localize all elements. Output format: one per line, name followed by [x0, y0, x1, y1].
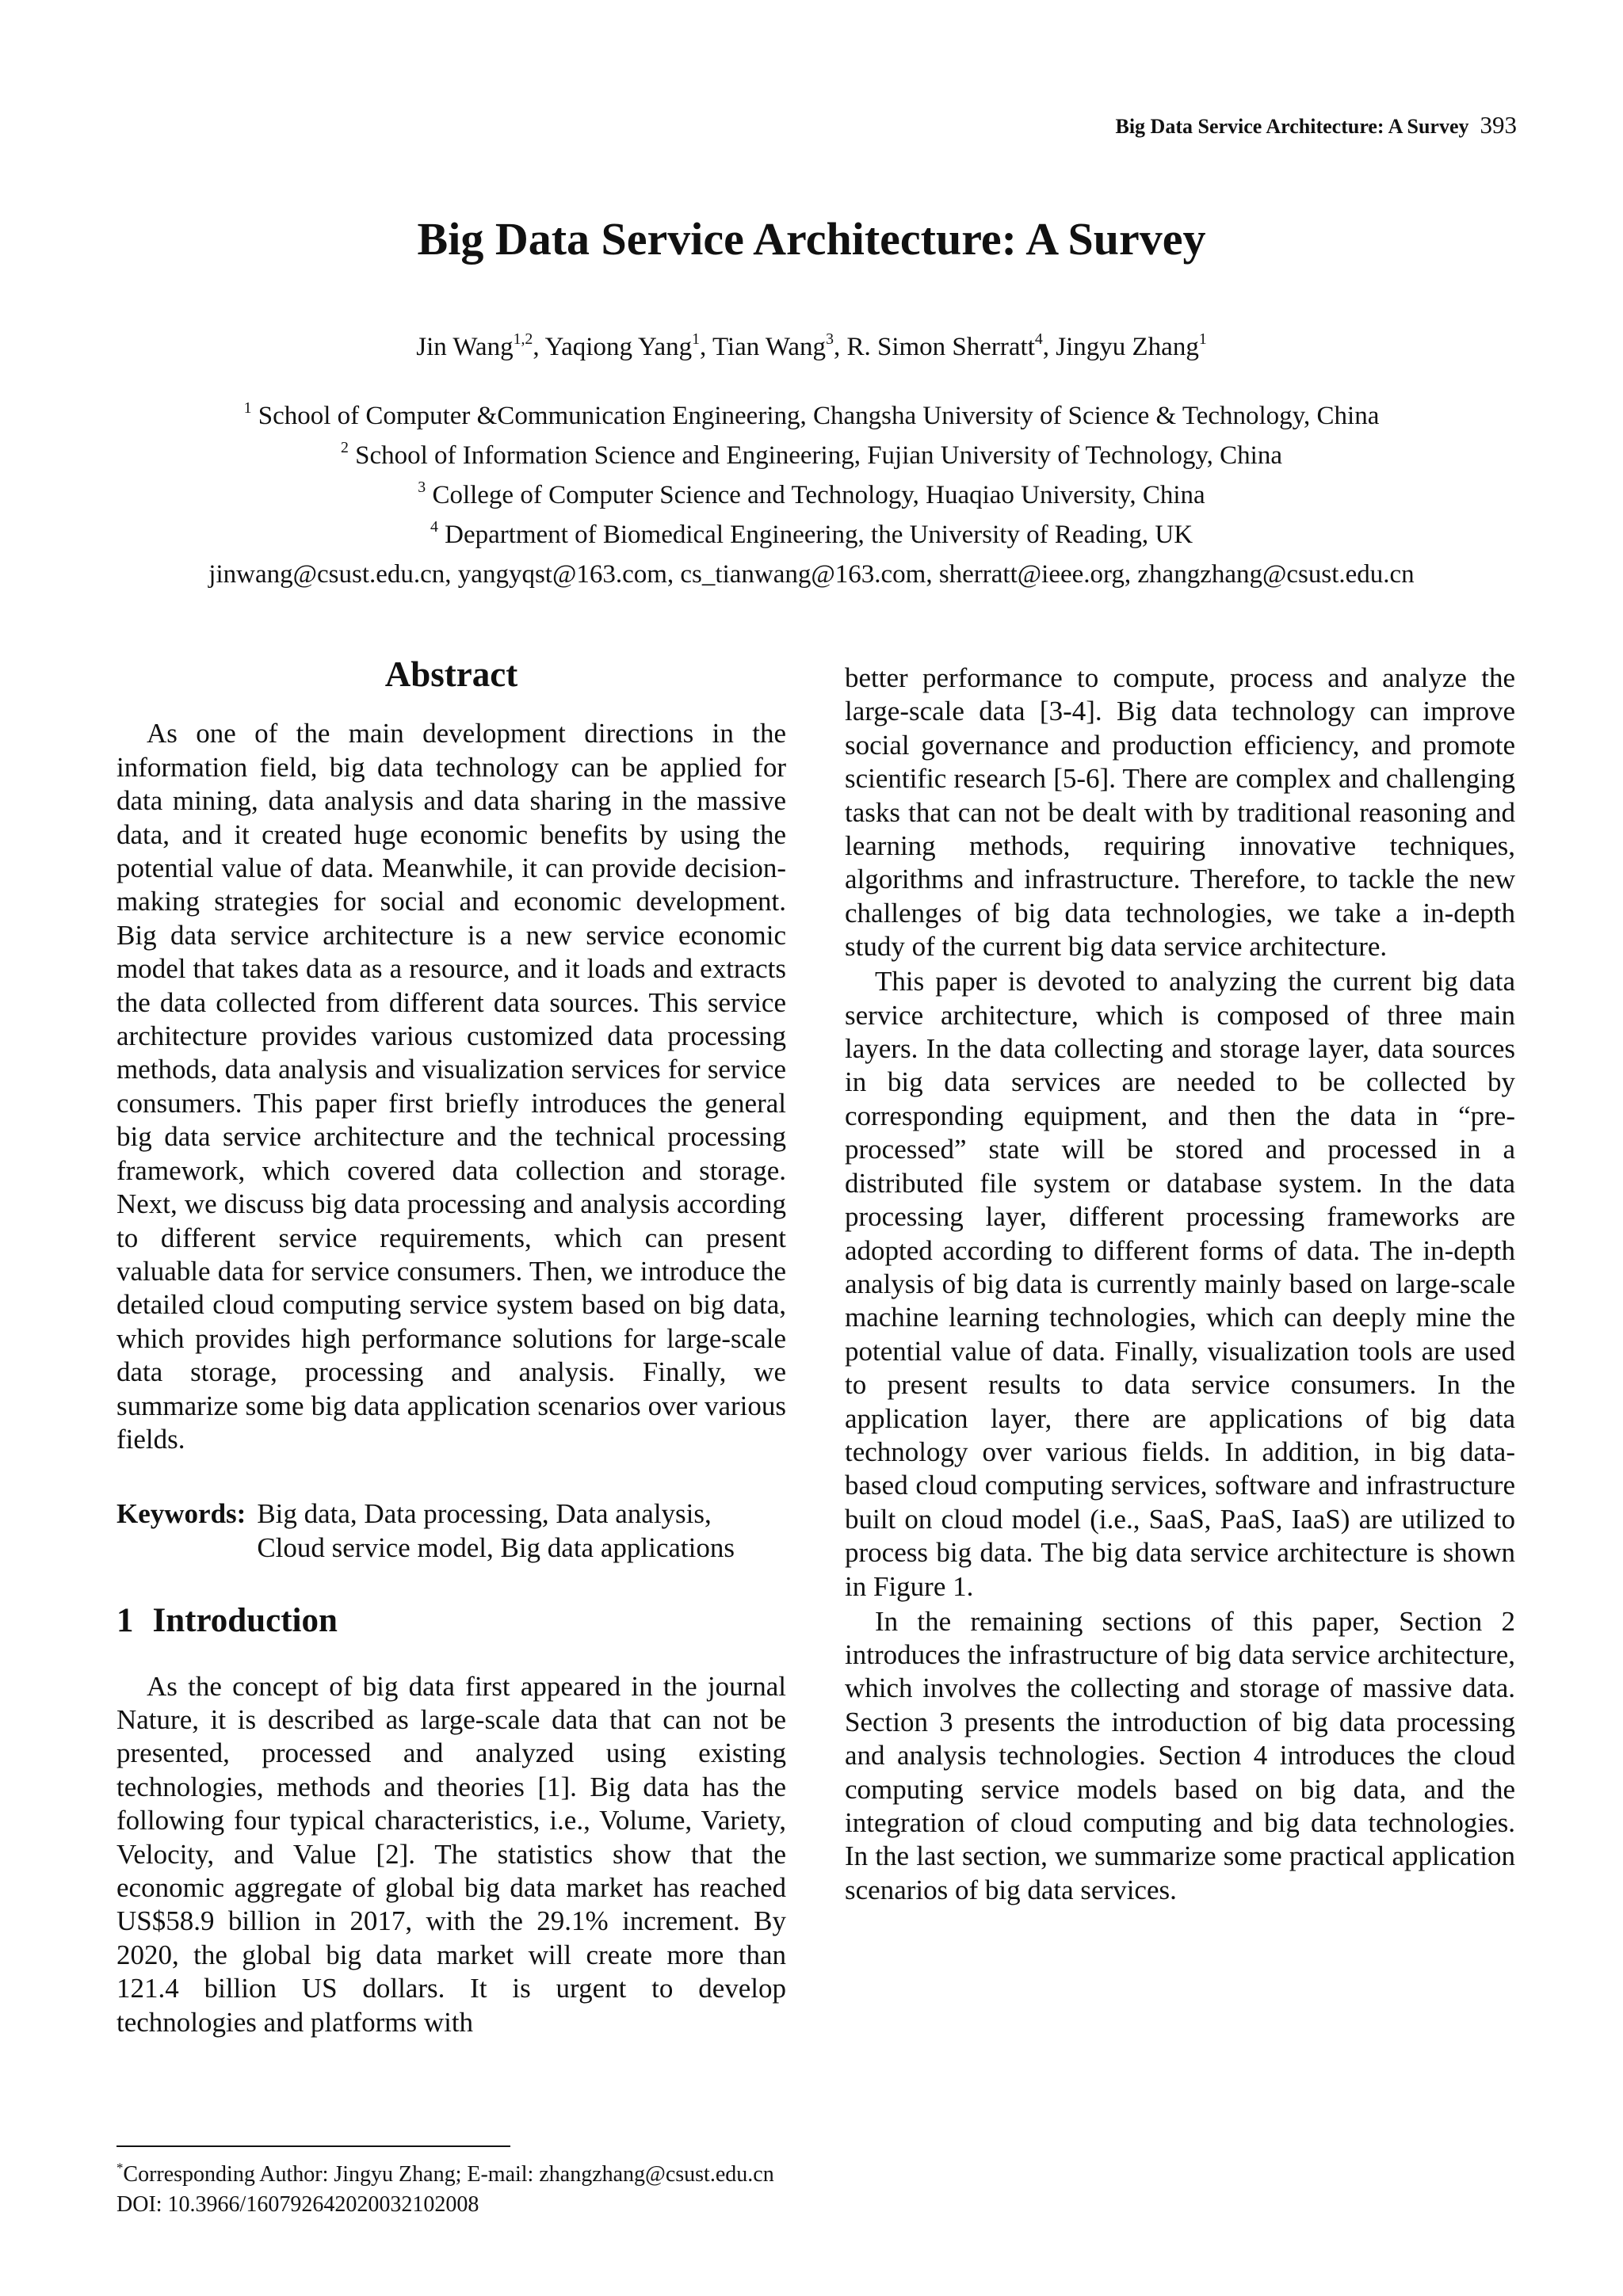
corresponding-author-note: *Corresponding Author: Jingyu Zhang; E-mail: zhangzhang@csust.edu.cn: [116, 2160, 774, 2187]
author: Jingyu Zhang$^1$: [1056, 330, 1207, 361]
running-header: [1115, 111, 1517, 139]
footnote-divider: [116, 2145, 510, 2147]
author: Yaqiong Yang$^1$,: [544, 330, 712, 361]
doi: DOI: 10.3966/160792642020032102008: [116, 2192, 479, 2217]
intro-paragraph-2: This paper is devoted to analyzing the current big data service architecture, which is composed of three main layers. In the data collecting and storage layer, data sources in big data services are needed to be collected by corresponding equipment, and then the data in “pre-processed” state will be stored and processed in a distributed file system or database system. In the data processing layer, different processing frameworks are adopted according to different forms of data. The in-depth analysis of big data is currently mainly based on large-scale machine learning technologies, which can deeply mine the potential value of data. Finally, visualization tools are used to present results to data service consumers. In the application layer, there are applications of big data technology over various fields. In addition, in big data-based cloud computing services, software and infrastructure built on cloud model (i.e., SaaS, PaaS, IaaS) are utilized to process big data. The big data service architecture is shown in Figure 1.: [845, 966, 1515, 1602]
author-list: [0, 330, 1623, 362]
section-heading-introduction: 1 Introduction: [116, 1602, 338, 1640]
keywords: [116, 1497, 786, 1565]
affiliation: $^1$ School of Computer &Communication Engineering, Changsha University of Science & Technology, China: [243, 399, 1380, 430]
affiliation: $^4$ Department of Biomedical Engineering, the University of Reading, UK: [430, 518, 1193, 549]
intro-paragraph-1: As the concept of big data first appeared in the journal Nature, it is described as large-scale data that can not be presented, processed and analyzed using existing technologies, methods and theories [1]. Big data has the following four typical characteristics, i.e., Volume, Variety, Velocity, and Value [2]. The statistics show that the economic aggregate of global big data market has reached US$58.9 billion in 2017, with the 29.1% increment. By 2020, the global big data market will create more than 121.4 billion US dollars. It is urgent to develop technologies and platforms with: [116, 1670, 786, 2038]
intro-paragraph-1-continued: better performance to compute, process and analyze the large-scale data [3-4]. Big data technology can improve social governance and production efficiency, and promote scientific research [5-6]. There are complex and challenging tasks that can not be dealt with by traditional reasoning and learning methods, requiring innovative techniques, algorithms and infrastructure. Therefore, to tackle the new challenges of big data technologies, we take a in-depth study of the current big data service architecture.: [845, 662, 1515, 963]
keywords-label: Keywords:: [116, 1498, 246, 1530]
affiliation: $^3$ College of Computer Science and Technology, Huaqiao University, China: [418, 479, 1205, 509]
abstract-heading: Abstract: [384, 654, 518, 694]
left-column: [116, 654, 786, 2039]
author-emails: jinwang@csust.edu.cn, yangyqst@163.com, cs_tianwang@163.com, sherratt@ieee.org, zhangzhang@csust.edu.cn: [208, 560, 1415, 589]
paper-title: Big Data Service Architecture: A Survey: [417, 213, 1206, 265]
keywords-text: Big data, Data processing, Data analysis, Cloud service model, Big data applications: [257, 1498, 735, 1563]
footnote: [116, 2160, 774, 2220]
abstract-text: As one of the main development directions in the information field, big data technology can be applied for data mining, data analysis and data sharing in the massive data, and it created huge economic benefits by using the potential value of data. Meanwhile, it can provide decision-making strategies for social and economic development. Big data service architecture is a new service economic model that takes data as a resource, and it loads and extracts the data collected from different data sources. This service architecture provides various customized data processing methods, data analysis and visualization services for service consumers. This paper first briefly introduces the general big data service architecture and the technical processing framework, which covered data collection and storage. Next, we discuss big data processing and analysis according to different service requirements, which can present valuable data for service consumers. Then, we introduce the detailed cloud computing service system based on big data, which provides high performance solutions for large-scale data storage, processing and analysis. Finally, we summarize some big data application scenarios over various fields.: [116, 718, 786, 1455]
author: Tian Wang$^3$,: [712, 330, 847, 361]
intro-paragraph-3: In the remaining sections of this paper, Section 2 introduces the infrastructure of big data service architecture, which involves the collecting and storage of massive data. Section 3 presents the introduction of big data processing and analysis technologies. Section 4 introduces the cloud computing service models based on big data, and the integration of cloud computing and big data technologies. In the last section, we summarize some practical application scenarios of big data services.: [845, 1605, 1515, 1905]
affiliations: [0, 396, 1623, 594]
right-column: [845, 662, 1515, 1907]
author: Jin Wang$^{1,2}$,: [416, 330, 545, 361]
running-title: Big Data Service Architecture: A Survey: [1115, 115, 1469, 138]
page-number: 393: [1480, 111, 1517, 139]
author: R. Simon Sherratt$^4$,: [846, 330, 1056, 361]
affiliation: $^2$ School of Information Science and Engineering, Fujian University of Technology, China: [341, 439, 1282, 470]
